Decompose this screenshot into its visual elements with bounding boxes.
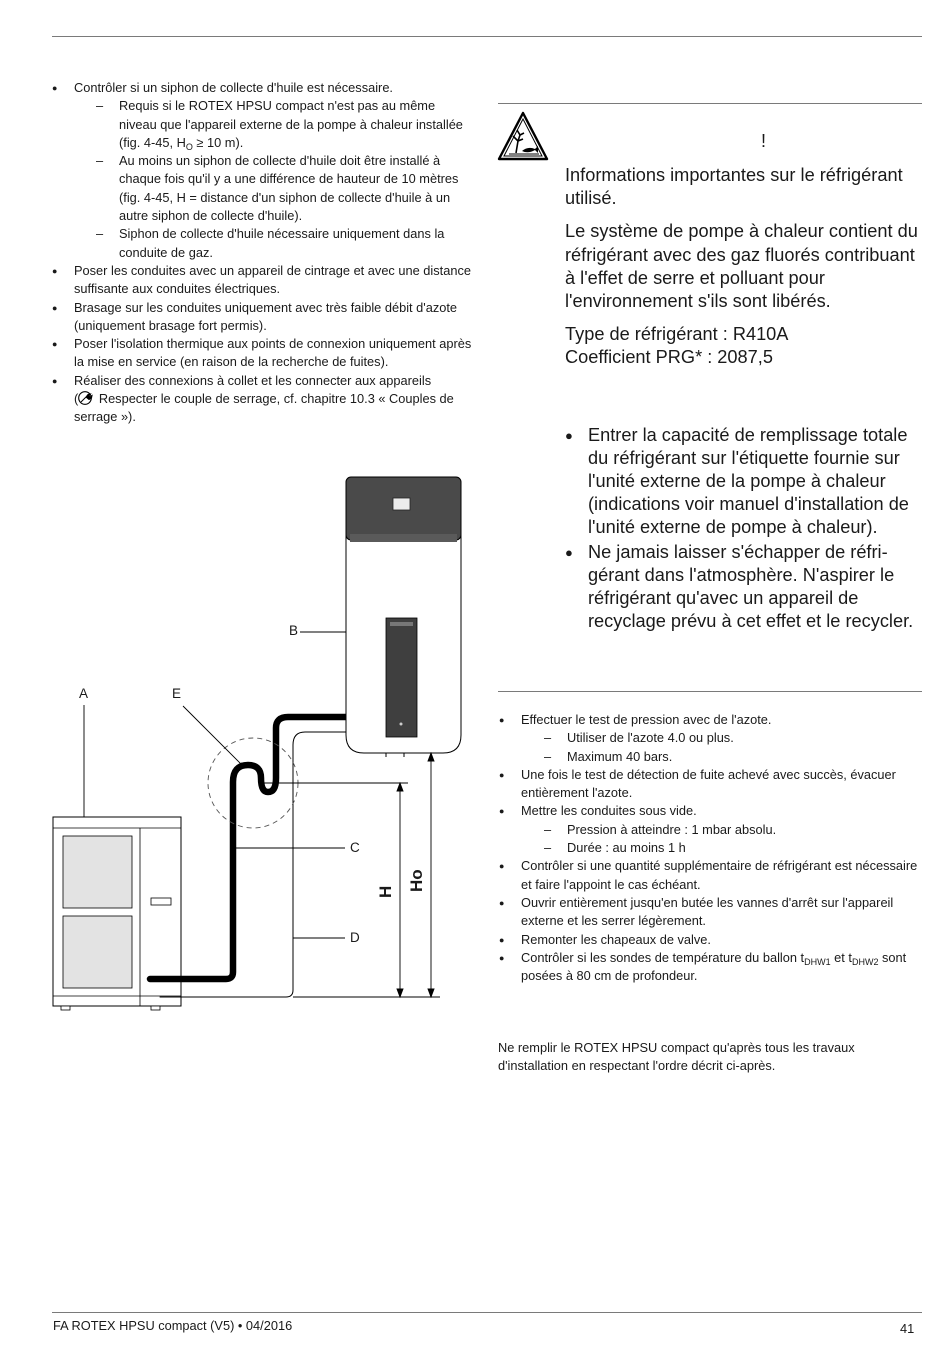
sub-list-item: – Maximum 40 bars. [521, 748, 919, 766]
right-instructions [499, 711, 919, 985]
list-item: ● Brasage sur les conduites uniquement avec très faible débit d'azote (uniquement brasage fort permis). [52, 299, 474, 336]
installation-figure [0, 470, 480, 1030]
list-item: ● Remonter les chapeaux de valve. [499, 931, 919, 949]
list-item: ● Contrôler si les sondes de température du ballon $t_{DHW1}$ et $t_{DHW2}$ sont posées à 80 cm de profondeur. [499, 949, 919, 986]
list-item: ● Mettre les conduites sous vide. – Pression à atteindre : 1 mbar absolu. – Durée : au moins 1 h [499, 802, 919, 857]
warning-list-item: ● Entrer la capacité de remplissage totale du réfrigérant sur l'étiquette fournie sur l'unité externe de la pompe à chaleur (indications voir manuel d'installation de l'unité externe de pompe à chaleur). [565, 424, 925, 540]
footer-rule [52, 1312, 922, 1313]
list-item: ● Poser les conduites avec un appareil de cintrage et avec une distance suffisante aux conduites électriques. [52, 262, 474, 299]
wrench-icon [78, 391, 95, 405]
figure-label-d: D [350, 930, 360, 945]
installation-diagram [0, 470, 480, 1030]
dimension-label-h: H [376, 885, 395, 898]
figure-label-c: C [350, 840, 360, 855]
warning-top-rule [498, 103, 922, 104]
warning-bottom-rule [498, 691, 922, 692]
left-instructions [52, 79, 474, 427]
refrigerant-specs: Type de réfrigérant : R410A Coefficient PRG* : 2087,5 [565, 324, 789, 368]
dimension-label-ho: Ho [407, 869, 426, 892]
list-item: ● Poser l'isolation thermique aux points de connexion uniquement après la mise en service (en raison de la recherche de fuites). [52, 335, 474, 372]
list-item: ● Ouvrir entièrement jusqu'en butée les vannes d'arrêt sur l'appareil externe et les serrer légèrement. [499, 894, 919, 931]
figure-label-e: E [172, 686, 182, 701]
list-item: ● Contrôler si un siphon de collecte d'huile est nécessaire. – Requis si le ROTEX HPSU compact n'est pas au même niveau que l'appareil externe de la pompe à chaleur installée (fig. 4-45, $H_O \ge 10$ m). – Au moins un siphon de collecte d'huile doit être installé à chaque fois qu'il y a une différence de hauteur de 10 mètres (fig. 4-45, H = distance d'un siphon de collecte d'huile à un autre siphon de collecte d'huile). – Siphon de collecte d'huile nécessaire uniquement dans la conduite de gaz. [52, 79, 474, 262]
page-number: 41 [900, 1321, 915, 1336]
sub-list-item: – Pression à atteindre : 1 mbar absolu. [521, 821, 919, 839]
warning-paragraph: Le système de pompe à chaleur contient du réfrigérant avec des gaz fluorés contribuant à l'effet de serre et polluant pour l'environnement s'ils sont libérés. [565, 221, 918, 312]
warning-list-item: ● Ne jamais laisser s'échapper de réfrigérant dans l'atmosphère. N'aspirer le réfrigérant qu'avec un appareil de recyclage prévu à cet effet et le recycler. [565, 541, 925, 634]
warning-paragraph: Informations importantes sur le réfrigérant utilisé. [565, 165, 903, 209]
sub-list-item: – Au moins un siphon de collecte d'huile doit être installé à chaque fois qu'il y a une différence de hauteur de 10 mètres (fig. 4-45, H = distance d'un siphon de collecte d'huile à un autre siphon de collecte d'huile). [74, 152, 474, 225]
warning-text [565, 164, 925, 634]
list-item: ● Effectuer le test de pression avec de l'azote. – Utiliser de l'azote 4.0 ou plus. – Maximum 40 bars. [499, 711, 919, 766]
sub-list-item: – Durée : au moins 1 h [521, 839, 919, 857]
list-item: ● Réaliser des connexions à collet et les connecter aux appareils ( Respecter le couple de serrage, cf. chapitre 10.3 « Couples de serrage »). [52, 372, 474, 427]
sub-list-item: – Requis si le ROTEX HPSU compact n'est pas au même niveau que l'appareil externe de la pompe à chaleur installée (fig. 4-45, $H_O \ge 10$ m). [74, 97, 474, 152]
figure-label-b: B [289, 623, 299, 638]
sub-list-item: – Utiliser de l'azote 4.0 ou plus. [521, 729, 919, 747]
list-item: ● Contrôler si une quantité supplémentaire de réfrigérant est nécessaire et faire l'appoint le cas échéant. [499, 857, 919, 894]
environment-hazard-icon [497, 111, 549, 163]
warning-exclamation: ! [761, 131, 767, 151]
figure-label-a: A [79, 686, 89, 701]
list-item: ● Une fois le test de détection de fuite achevé avec succès, évacuer entièrement l'azote. [499, 766, 919, 803]
top-rule [52, 36, 922, 37]
filling-note: Ne remplir le ROTEX HPSU compact qu'après tous les travaux d'installation en respectant l'ordre décrit ci-après. [498, 1040, 855, 1074]
indoor-unit [346, 477, 461, 757]
footer-doc-title: FA ROTEX HPSU compact (V5) • 04/2016 [53, 1318, 293, 1333]
sub-list-item: – Siphon de collecte d'huile nécessaire uniquement dans la conduite de gaz. [74, 225, 474, 262]
